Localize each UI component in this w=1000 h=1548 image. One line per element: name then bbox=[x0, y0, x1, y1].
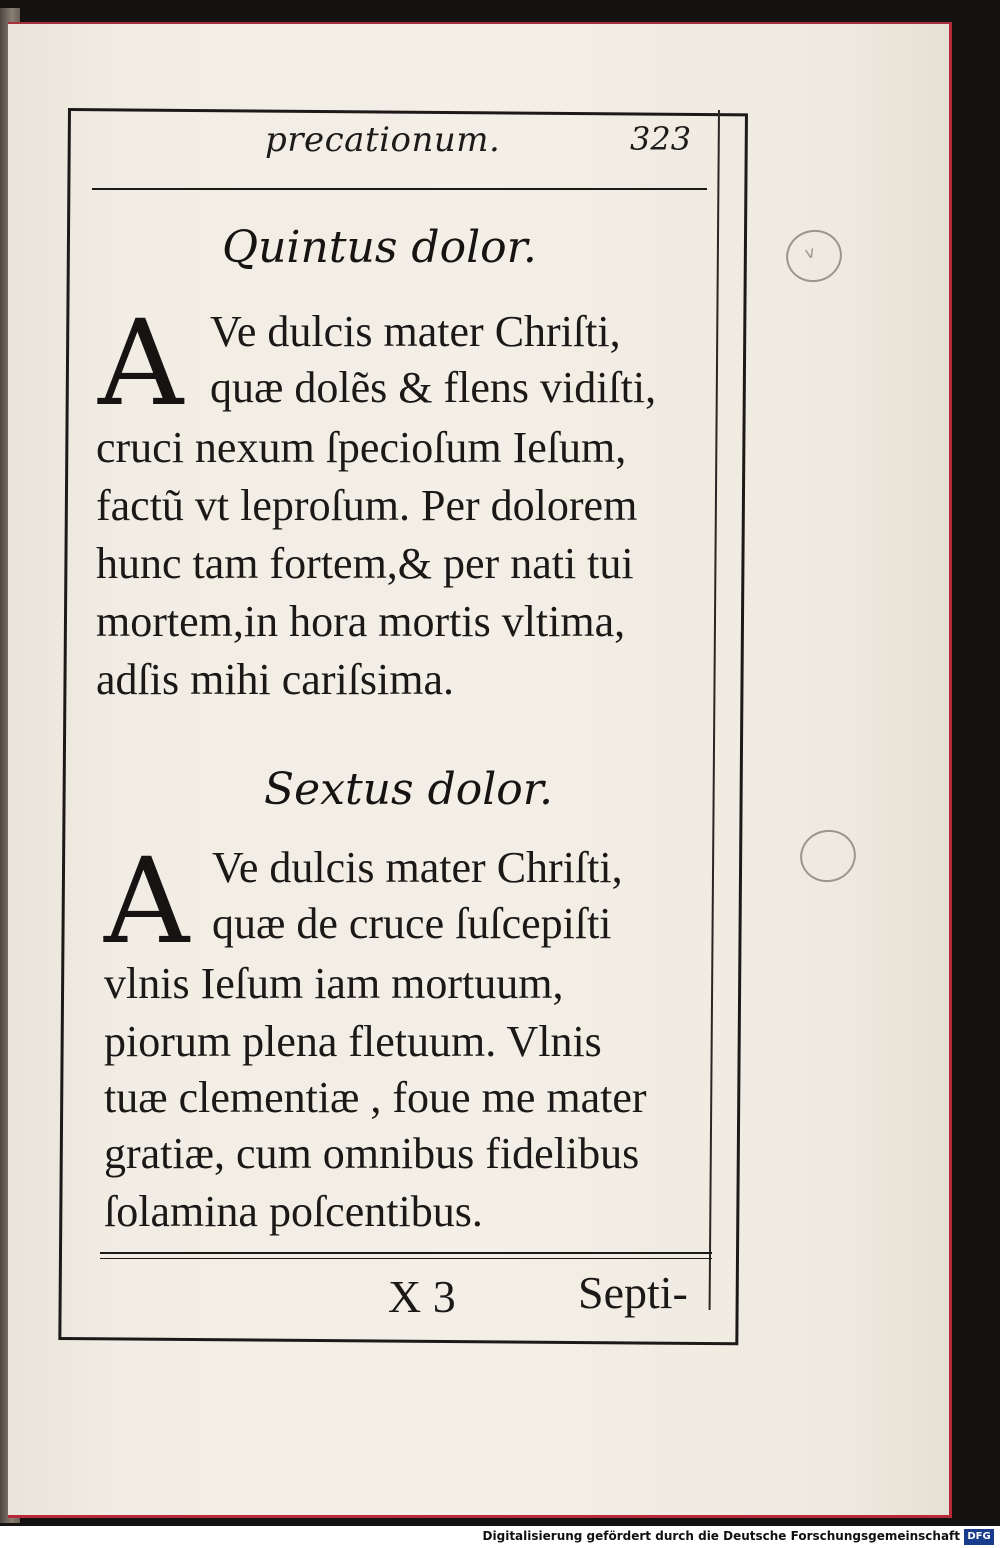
drop-cap-initial: A bbox=[104, 832, 190, 970]
digitization-credit: Digitalisierung gefördert durch die Deutsche Forschungsgemeinschaft bbox=[482, 1529, 960, 1543]
text-line: ſolamina poſcentibus. bbox=[104, 1187, 483, 1236]
page-number: 323 bbox=[630, 120, 692, 158]
signature-mark: X 3 bbox=[388, 1271, 456, 1322]
drop-cap-initial: A bbox=[98, 294, 184, 432]
footer-rule-lower bbox=[100, 1258, 712, 1259]
text-line: quæ dolẽs & flens vidiſti, bbox=[210, 363, 657, 412]
text-line: vlnis Ieſum iam mortuum, bbox=[104, 959, 564, 1008]
text-line: piorum plena fletuum. Vlnis bbox=[104, 1017, 602, 1066]
text-line: factũ vt leproſum. Per dolorem bbox=[96, 481, 638, 530]
text-line: hunc tam fortem,& per nati tui bbox=[96, 539, 634, 588]
header-rule bbox=[92, 188, 707, 190]
footer-rule-upper bbox=[100, 1252, 712, 1254]
catchword: Septi- bbox=[578, 1267, 688, 1318]
section-heading-quintus: Quintus dolor. bbox=[222, 222, 537, 273]
running-title: precationum. bbox=[265, 120, 501, 160]
dfg-logo: DFG bbox=[964, 1529, 994, 1545]
pencil-annotation-mark: v bbox=[781, 224, 848, 288]
text-line: cruci nexum ſpecioſum Ieſum, bbox=[96, 423, 627, 472]
section-heading-sextus: Sextus dolor. bbox=[264, 764, 553, 815]
text-line: gratiæ, cum omnibus fidelibus bbox=[104, 1129, 640, 1178]
text-line: tuæ clementiæ , foue me mater bbox=[104, 1073, 647, 1122]
text-line: Ve dulcis mater Chriſti, bbox=[212, 843, 623, 892]
text-line: mortem,in hora mortis vltima, bbox=[96, 597, 626, 646]
text-line: Ve dulcis mater Chriſti, bbox=[210, 307, 621, 356]
text-line: adſis mihi cariſsima. bbox=[96, 655, 455, 704]
text-line: quæ de cruce ſuſcepiſti bbox=[212, 899, 612, 948]
